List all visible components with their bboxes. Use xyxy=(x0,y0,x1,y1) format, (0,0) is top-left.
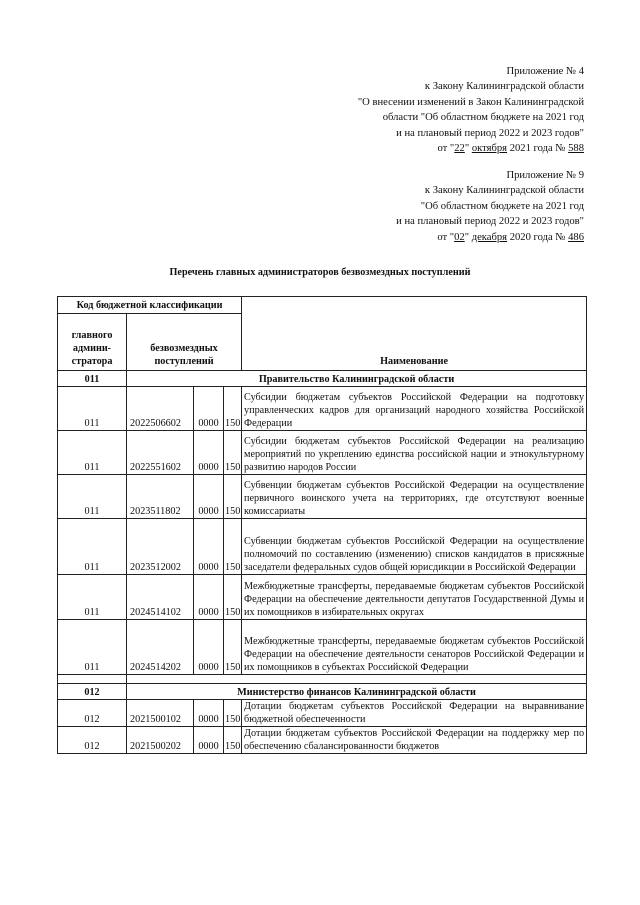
row-name: Межбюджетные трансферты, передаваемые бюджетам субъектов Российской Федерации на обеспечение деятельности депутатов Государственной Думы и их помощников в избирательных округах xyxy=(242,575,587,620)
group-spacer xyxy=(58,675,587,684)
receipt-code: 2021500102 xyxy=(127,700,194,727)
appendix-4-line5: и на плановый период 2022 и 2023 годов" xyxy=(396,127,584,139)
kosgu-code: 150 xyxy=(224,700,242,727)
row-name: Дотации бюджетам субъектов Российской Федерации на выравнивание бюджетной обеспеченности xyxy=(242,700,587,727)
table-row xyxy=(58,475,587,519)
receipt-code: 2022506602 xyxy=(127,387,194,431)
kosgu-code: 150 xyxy=(224,620,242,675)
admin-code: 012 xyxy=(58,727,127,754)
appendix-4-date: от "22" октября 2021 года № 588 xyxy=(437,143,584,155)
admin-code: 011 xyxy=(58,519,127,575)
table-row xyxy=(58,431,587,475)
appendix-4-line4: области "Об областном бюджете на 2021 год xyxy=(382,112,584,124)
program-code: 0000 xyxy=(194,700,224,727)
kosgu-code: 150 xyxy=(224,727,242,754)
appendix-4-line2: к Закону Калининградской области xyxy=(424,81,584,93)
appendix-9-line3: "Об областном бюджете на 2021 год xyxy=(420,200,584,212)
table-row xyxy=(58,575,587,620)
program-code: 0000 xyxy=(194,475,224,519)
group-row xyxy=(58,684,587,700)
row-name: Субсидии бюджетам субъектов Российской Федерации на подготовку управленческих кадров для организаций народного хозяйства Российской Федерации xyxy=(242,387,587,431)
appendix-9-header xyxy=(396,168,584,245)
table-row xyxy=(58,519,587,575)
header-receipts: безвозмездных поступлений xyxy=(127,314,242,371)
appendix-9-line4: и на плановый период 2022 и 2023 годов" xyxy=(396,216,584,228)
admin-code: 011 xyxy=(58,475,127,519)
program-code: 0000 xyxy=(194,727,224,754)
receipt-code: 2023512002 xyxy=(127,519,194,575)
receipt-code: 2021500202 xyxy=(127,727,194,754)
table-row xyxy=(58,700,587,727)
group-name: Министерство финансов Калининградской области xyxy=(127,684,587,700)
row-name: Субсидии бюджетам субъектов Российской Федерации на реализацию мероприятий по укреплению единства российской нации и этнокультурному развитию народов России xyxy=(242,431,587,475)
row-name: Субвенции бюджетам субъектов Российской Федерации на осуществление первичного воинского учета на территориях, где отсутствуют военные комиссариаты xyxy=(242,475,587,519)
row-name: Межбюджетные трансферты, передаваемые бюджетам субъектов Российской Федерации на обеспечение деятельности сенаторов Российской Федерации и их помощников в субъектах Российской Федерации xyxy=(242,620,587,675)
appendix-4-line1: Приложение № 4 xyxy=(506,66,584,77)
appendix-4-line3: "О внесении изменений в Закон Калининградской xyxy=(357,96,584,108)
row-name: Дотации бюджетам субъектов Российской Федерации на поддержку мер по обеспечению сбалансированности бюджетов xyxy=(242,727,587,754)
program-code: 0000 xyxy=(194,620,224,675)
program-code: 0000 xyxy=(194,519,224,575)
kosgu-code: 150 xyxy=(224,519,242,575)
row-name: Субвенции бюджетам субъектов Российской Федерации на осуществление полномочий по составлению (изменению) списков кандидатов в присяжные заседатели федеральных судов общей юрисдикции в Российской Федерации xyxy=(242,519,587,575)
kosgu-code: 150 xyxy=(224,431,242,475)
receipt-code: 2023511802 xyxy=(127,475,194,519)
admin-code: 011 xyxy=(58,431,127,475)
receipt-code: 2024514102 xyxy=(127,575,194,620)
appendix-9-date: от "02" декабря 2020 года № 486 xyxy=(437,231,584,243)
receipt-code: 2022551602 xyxy=(127,431,194,475)
kosgu-code: 150 xyxy=(224,475,242,519)
appendix-9-line1: Приложение № 9 xyxy=(506,170,584,181)
program-code: 0000 xyxy=(194,387,224,431)
table-row xyxy=(58,727,587,754)
kosgu-code: 150 xyxy=(224,575,242,620)
program-code: 0000 xyxy=(194,575,224,620)
admin-code: 011 xyxy=(58,387,127,431)
group-name: Правительство Калининградской области xyxy=(127,371,587,387)
table-row xyxy=(58,620,587,675)
table-row xyxy=(58,387,587,431)
group-admin-code: 011 xyxy=(58,371,127,387)
administrators-table xyxy=(57,296,587,754)
header-admin: главного админи-стратора xyxy=(58,314,127,371)
header-code-classification: Код бюджетной классификации xyxy=(58,297,242,314)
program-code: 0000 xyxy=(194,431,224,475)
appendix-4-header xyxy=(358,64,584,156)
appendix-9-line2: к Закону Калининградской области xyxy=(424,185,584,197)
group-row xyxy=(58,371,587,387)
kosgu-code: 150 xyxy=(224,387,242,431)
document-title: Перечень главных администраторов безвозмездных поступлений xyxy=(169,267,471,278)
receipt-code: 2024514202 xyxy=(127,620,194,675)
group-admin-code: 012 xyxy=(58,684,127,700)
admin-code: 012 xyxy=(58,700,127,727)
admin-code: 011 xyxy=(58,575,127,620)
admin-code: 011 xyxy=(58,620,127,675)
header-name: Наименование xyxy=(242,297,587,371)
